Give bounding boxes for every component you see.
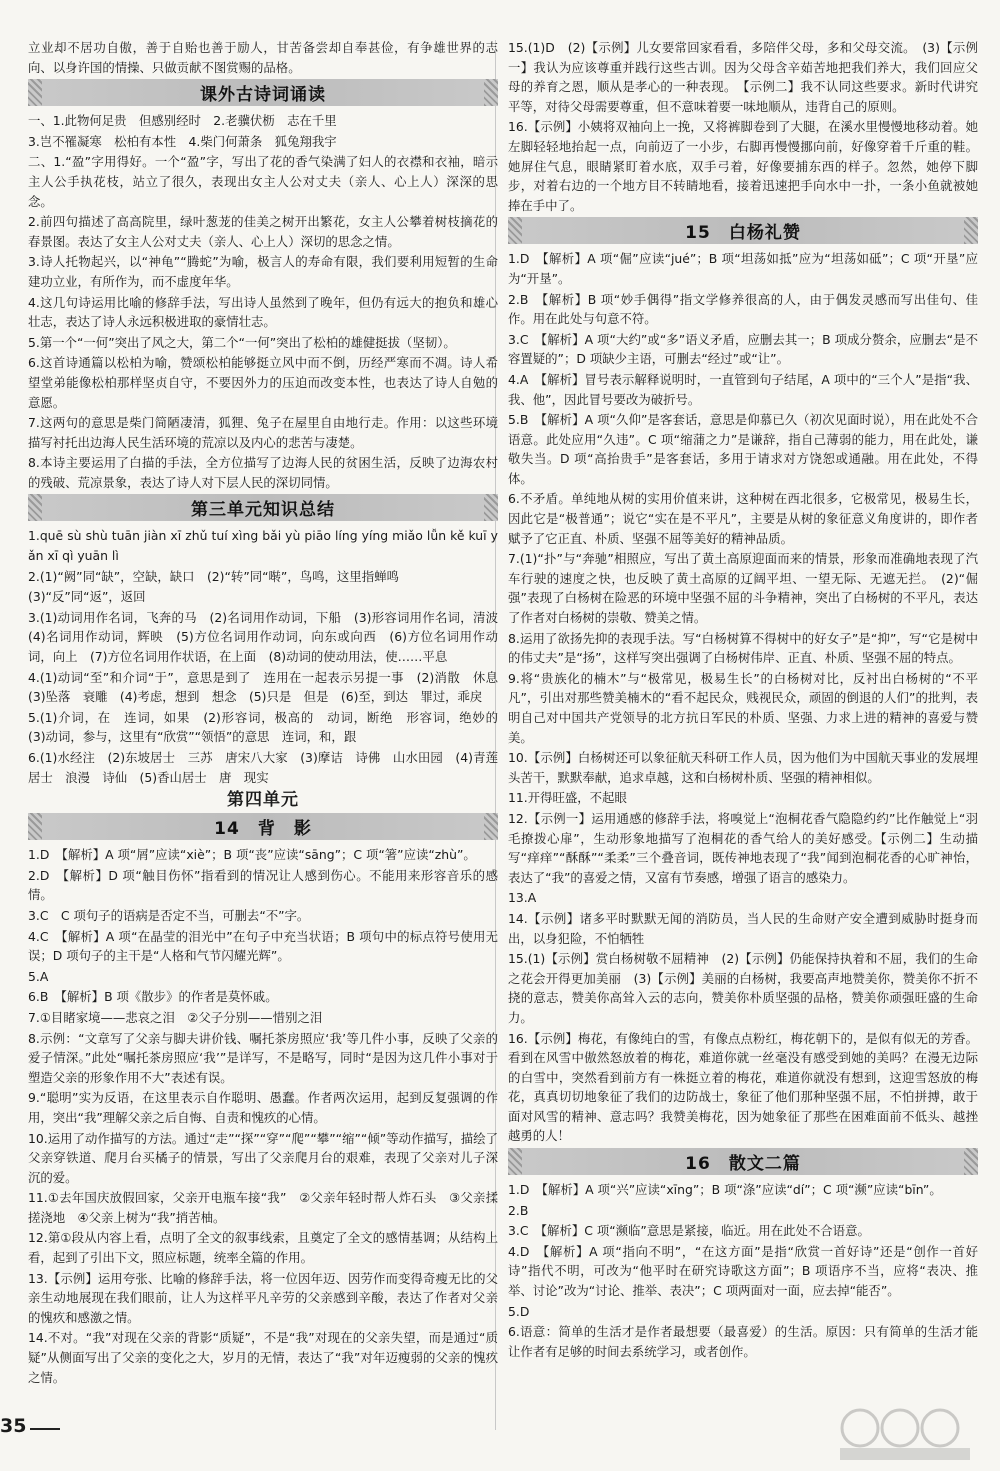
answer-paragraph: 5.D (508, 1303, 530, 1319)
answer-paragraph: 7.(1)“扑”与“奔驰”相照应，写出了黄土高原迎面而来的情景，形象而准确地表现了汽车行驶的速度之快，也反映了黄土高原的辽阔平坦、一望无际、无遮无拦。 (2)“倔强”表现了白杨树在险恶的环境中坚强不屈的斗争精神，突出了白杨树的不平凡，表达了作者对白杨树的崇敬、赞美之情。 (508, 551, 978, 626)
answer-paragraph: 1.quē sù shù tuān jiàn xī zhǔ tuí xìng bǎi yù piāo líng yíng miǎo lǚn kě kuī yǎn xī qì yuān lì (28, 528, 498, 564)
answer-paragraph: 9.“聪明”实为反语，在这里表示自作聪明、愚蠢。作者两次运用，起到反复强调的作用，突出“我”理解父亲之后自悔、自责和愧疚的心情。 (28, 1090, 498, 1125)
page-number-rule (30, 1428, 60, 1430)
answer-paragraph: 7.①目睹家境——悲哀之泪 ②父子分别——惜别之泪 (28, 1009, 323, 1025)
answer-paragraph: 3.岂不罹凝寒 松柏有本性 4.柴门何萧条 狐兔翔我宇 (28, 133, 337, 149)
answer-paragraph: 2.B 【解析】B 项“妙手偶得”指文学修养很高的人，由于偶发灵感而写出佳句、佳作。用在此处与句意不符。 (508, 291, 978, 327)
answer-paragraph: 9.将“贵族化的楠木”与“极常见，极易生长”的白杨树对比，反衬出白杨树的“不平凡”，引出对那些赞美楠木的“看不起民众，贱视民众，顽固的倒退的人们”的批判，表明自己对中国共产党领导的北方抗日军民的朴质、坚强、力求上进的精神的喜爱与赞美。 (508, 670, 978, 745)
answer-paragraph: 3.C 【解析】C 项“濒临”意思是紧接，临近。用在此处不合语意。 (508, 1223, 870, 1239)
answer-paragraph: 二、1.“盈”字用得好。一个“盈”字，写出了花的香气染满了妇人的衣襟和衣袖，暗示主人公手执花枝，站立了很久，表现出女主人公对丈夫（亲人、心上人）深深的思念。 (28, 154, 498, 209)
answer-paragraph: 3.C 【解析】A 项“大约”或“多”语义矛盾，应删去其一；B 项成分赘余，应删去“是不容置疑的”；D 项缺少主语，可删去“经过”或“让”。 (508, 331, 978, 367)
answer-paragraph: 2.D 【解析】D 项“触目伤怀”指看到的情况让人感到伤心。不能用来形容音乐的感情。 (28, 867, 498, 903)
answer-paragraph: 1.D 【解析】A 项“兴”应读“xīng”；B 项“涤”应读“dí”；C 项“濒”应读“bīn”。 (508, 1182, 942, 1198)
section-heading: 15 白杨礼赞 (508, 217, 978, 244)
answer-paragraph: 6.语意：简单的生活才是作者最想要（最喜爱）的生活。原因：只有简单的生活才能让作者有足够的时间去系统学习，或者创作。 (508, 1324, 978, 1359)
page-number: 35 (0, 1415, 27, 1437)
answer-paragraph: 4.C 【解析】A 项“在晶莹的泪光中”在句子中充当状语；B 项句中的标点符号使用无误；D 项句子的主干是“人格和气节闪耀光辉”。 (28, 928, 498, 964)
answer-paragraph: 15.(1)【示例】赏白杨树敬不屈精神 (2)【示例】仍能保持执着和不屈，我们的生命之花会开得更加美丽 (3)【示例】美丽的白杨树，我要高声地赞美你，赞美你不折不挠的意志，赞美你高耸入云的志向，赞美你朴质坚强的品格，赞美你顽强旺盛的生命力。 (508, 951, 978, 1025)
answer-paragraph: 5.A (28, 968, 49, 984)
answer-paragraph: 6.不矛盾。单纯地从树的实用价值来讲，这种树在西北很多，它极常见，极易生长，因此它是“极普通”；说它“实在是不平凡”，主要是从树的象征意义角度讲的，即作者赋予了它正直、朴质、坚强不屈等美好的精神品质。 (508, 491, 978, 546)
answer-paragraph: 11.开得旺盛，不起眼 (508, 790, 627, 806)
answer-paragraph: 1.D 【解析】A 项“屑”应读“xiè”；B 项“丧”应读“sāng”；C 项“箸”应读“zhù”。 (28, 847, 476, 863)
unit-title: 第四单元 (227, 790, 299, 811)
answer-paragraph: 1.D 【解析】A 项“倔”应读“jué”；B 项“坦荡如抵”应为“坦荡如砥”；C 项“开垦”应为“开垦”。 (508, 251, 978, 286)
answer-paragraph: 13.A (508, 890, 537, 906)
answer-paragraph: 3.诗人托物起兴，以“神龟”“腾蛇”为喻，极言人的寿命有限，我们要利用短暂的生命建功立业，有所作为，而不虚度年华。 (28, 254, 498, 289)
watermark-logo (820, 1402, 990, 1464)
answer-paragraph: 一、1.此物何足贵 但感别经时 2.老骥伏枥 志在千里 (28, 113, 337, 129)
answer-paragraph: 3.C C 项句子的语病是否定不当，可删去“不”字。 (28, 907, 310, 923)
answer-paragraph: 4.这几句诗运用比喻的修辞手法，写出诗人虽然到了晚年，但仍有远大的抱负和雄心壮志，表达了诗人永远积极进取的豪情壮志。 (28, 294, 498, 330)
answer-paragraph: 15.(1)D (2)【示例】儿女要常回家看看，多陪伴父母，多和父母交流。 (3)【示例一】我认为应该尊重并践行这些古训。因为父母含辛茹苦地把我们养大，我们回应父母的养育之恩，顺从是孝心的一种表现。 【示例二】我不认同这些要求。新时代讲究平等，对待父母需要尊重，但不意味着要一味地顺从，违背自己的原则。 (508, 40, 978, 114)
answer-paragraph: 11.①去年国庆放假回家，父亲开电瓶车接“我” ②父亲年轻时帮人炸石头 ③父亲揉搓浇地 ④父亲上树为“我”捎苦柚。 (28, 1190, 498, 1225)
answer-paragraph: 16.【示例】梅花，有像纯白的雪，有像点点粉红，梅花朝下的，是似有似无的芳香。看到在风雪中傲然怒放着的梅花，难道你就一丝毫没有感受到她的美吗？在漫无边际的白雪中，突然看到前方有一株挺立着的梅花，难道你就没有想到，这迎雪怒放的梅花，真真切切地象征了我们的边防战士，象征了他们那种坚强不屈，不怕拼搏，敢于面对风雪的精神、意志吗？我赞美梅花，因为她象征了那些在困难面前不低头、越挫越勇的人！ (508, 1030, 978, 1144)
answer-paragraph: 13.【示例】运用夸张、比喻的修辞手法，将一位因年迈、因劳作而变得奇瘦无比的父亲生动地展现在我们眼前，让人为这样平凡辛劳的父亲感到辛酸，表达了作者对父亲的愧疚和感激之情。 (28, 1270, 498, 1325)
answer-paragraph: 立业却不居功自傲，善于自贻也善于励人，甘苦备尝却自奉甚俭，有争雄世界的志向、以身许国的情操、只做贡献不图赏赐的品格。 (28, 40, 498, 75)
answer-paragraph: 14.【示例】诸多平时默默无闻的消防员，当人民的生命财产安全遭到威胁时挺身而出，以身犯险，不怕牺牲 (508, 910, 978, 946)
section-heading: 16 散文二篇 (508, 1148, 978, 1175)
answer-paragraph: 4.D 【解析】A 项“指向不明”，“在这方面”是指“欣赏一首好诗”还是“创作一首好诗”指代不明，可改为“他平时在研究诗歌这方面”；B 项语序不当，应将“表决、推举、讨论”改为“讨论、推举、表决”；C 项两面对一面，应去掉“能否”。 (508, 1243, 978, 1299)
answer-paragraph: 16.【示例】小姨将双袖向上一挽，又将裤脚卷到了大腿，在溪水里慢慢地移动着。她左脚轻轻地抬起一点，向前迈了一小步，右脚再慢慢挪向前，好像穿着千斤重的鞋。她屏住气息，眼睛紧盯着水底，双手弓着，好像要捕东西的样子。忽然，她停下脚步，对着右边的一个地方目不转睛地看，接着迅速把手向水中一扑，一条小鱼就被她捧在手中了。 (508, 119, 978, 213)
answer-paragraph: 6.(1)水经注 (2)东坡居士 三苏 唐宋八大家 (3)摩诘 诗佛 山水田园 (4)青莲居士 浪漫 诗仙 (5)香山居士 唐 现实 (28, 750, 498, 785)
answer-paragraph: 14.不对。“我”对现在父亲的背影“质疑”，不是“我”对现在的父亲失望，而是通过“质疑”从侧面写出了父亲的变化之大，岁月的无情，表达了“我”对年迈瘦弱的父亲的愧疚之情。 (28, 1330, 498, 1385)
answer-paragraph: 5.(1)介词，在 连词，如果 (2)形容词，极高的 动词，断绝 形容词，绝妙的 (3)动词，参与，这里有“欣赏”“领悟”的意思 连词，和，跟 (28, 709, 511, 745)
section-heading: 课外古诗词诵读 (28, 79, 498, 106)
answer-paragraph: 10.运用了动作描写的方法。通过“走”“探”“穿”“爬”“攀”“缩”“倾”等动作描写，描绘了父亲穿铁道、爬月台买橘子的情景，写出了父亲爬月台的艰难，表现了父亲对儿子深沉的爱。 (28, 1130, 498, 1185)
left-column (28, 38, 511, 1388)
answer-paragraph: 2.B (508, 1202, 529, 1218)
answer-paragraph: 5.第一个“一何”突出了风之大，第二个“一何”突出了松柏的雄健挺拔（坚韧）。 (28, 334, 456, 350)
right-column (508, 38, 978, 1362)
answer-paragraph: 10.【示例】白杨树还可以象征航天科研工作人员，因为他们为中国航天事业的发展埋头苦干，默默奉献，追求卓越，这和白杨树朴质、坚强的精神相似。 (508, 750, 978, 785)
answer-paragraph: 3.(1)动词用作名词，飞奔的马 (2)名词用作动词，下船 (3)形容词用作名词，清波 (4)名词用作动词，辉映 (5)方位名词用作动词，向东或向西 (6)方位名词用作动词，向上 (7)方位名词用作状语，在上面 (8)动词的使动用法，使……平息 (28, 609, 511, 665)
answer-paragraph: 12.第①段从内容上看，点明了全文的叙事线索，且奠定了全文的感情基调；从结构上看，起到了引出下文，照应标题，统率全篇的作用。 (28, 1230, 498, 1266)
answer-paragraph: 6.B 【解析】B 项《散步》的作者是莫怀戚。 (28, 989, 278, 1005)
answer-paragraph: 4.(1)动词“至”和介词“于”，意思是到了 连用在一起表示另提一事 (2)消散 休息 (3)坠落 衰雕 (4)考虑，想到 想念 (5)只是 但是 (6)至，到达 罪过，乖戾 (28, 669, 511, 705)
answer-paragraph: 8.运用了欲扬先抑的表现手法。写“白杨树算不得树中的好女子”是“抑”，写“它是树中的伟丈夫”是“扬”，这样写突出强调了白杨树伟岸、正直、朴质、坚强不屈的特点。 (508, 630, 978, 666)
answer-paragraph: 7.这两句的意思是柴门简陋凄清，狐狸、兔子在屋里自由地行走。作用：以这些环境描写衬托出边海人民生活环境的荒凉以及内心的悲苦与凄楚。 (28, 415, 498, 450)
answer-paragraph: 12.【示例一】运用通感的修辞手法，将嗅觉上“泡桐花香气隐隐约约”比作触觉上“羽毛撩拨心扉”，生动形象地描写了泡桐花的香气给人的美好感受。【示例二】生动描写“痒痒”“酥酥”“柔柔”三个叠音词，既传神地表现了“我”闻到泡桐花香的心旷神怡，表达了“我”的喜爱之情，又富有节奏感，增强了语言的感染力。 (508, 810, 978, 885)
answer-paragraph: 8.示例：“文章写了父亲与脚夫讲价钱、嘱托茶房照应‘我’等几件小事，反映了父亲的爱子情深。”此处“嘱托茶房照应‘我’”是详写，不是略写，同时“是因为这几件小事对于塑造父亲的形象作用不大”表述有误。 (28, 1030, 498, 1085)
answer-paragraph: 5.B 【解析】A 项“久仰”是客套话，意思是仰慕已久（初次见面时说），用在此处不合语意。此处应用“久违”。C 项“缩蒲之力”是谦辞，指自己薄弱的能力，用在此处，谦敬失当。D 项“高抬贵手”是客套话，多用于请求对方饶恕或通融。用在此处，不得体。 (508, 412, 978, 486)
answer-paragraph: 8.本诗主要运用了白描的手法，全方位描写了边海人民的贫困生活，反映了边海农村的残破、荒凉景象，表达了诗人对下层人民的深切同情。 (28, 455, 498, 490)
answer-paragraph: 4.A 【解析】冒号表示解释说明时，一直管到句子结尾，A 项中的“三个人”是指“我、我、他”，因此冒号要改为破折号。 (508, 371, 978, 407)
answer-paragraph: 6.这首诗通篇以松柏为喻，赞颂松柏能够挺立风中而不倒，历经严寒而不凋。诗人希望堂弟能像松柏那样坚贞自守，不要因外力的压迫而改变本性，也表达了诗人自勉的意愿。 (28, 355, 498, 410)
answer-paragraph: 2.(1)“阙”同“缺”，空缺，缺口 (2)“转”同“啭”，鸟鸣，这里指蝉鸣 (28, 568, 399, 584)
section-heading: 第三单元知识总结 (28, 494, 498, 521)
section-heading: 14 背 影 (28, 813, 498, 840)
answer-paragraph: (3)“反”同“返”，返回 (28, 589, 146, 605)
answer-paragraph: 2.前四句描述了高高院里，绿叶葱茏的佳美之树开出繁花，女主人公攀着树枝摘花的春景图。表达了女主人公对丈夫（亲人、心上人）深切的思念之情。 (28, 214, 498, 249)
